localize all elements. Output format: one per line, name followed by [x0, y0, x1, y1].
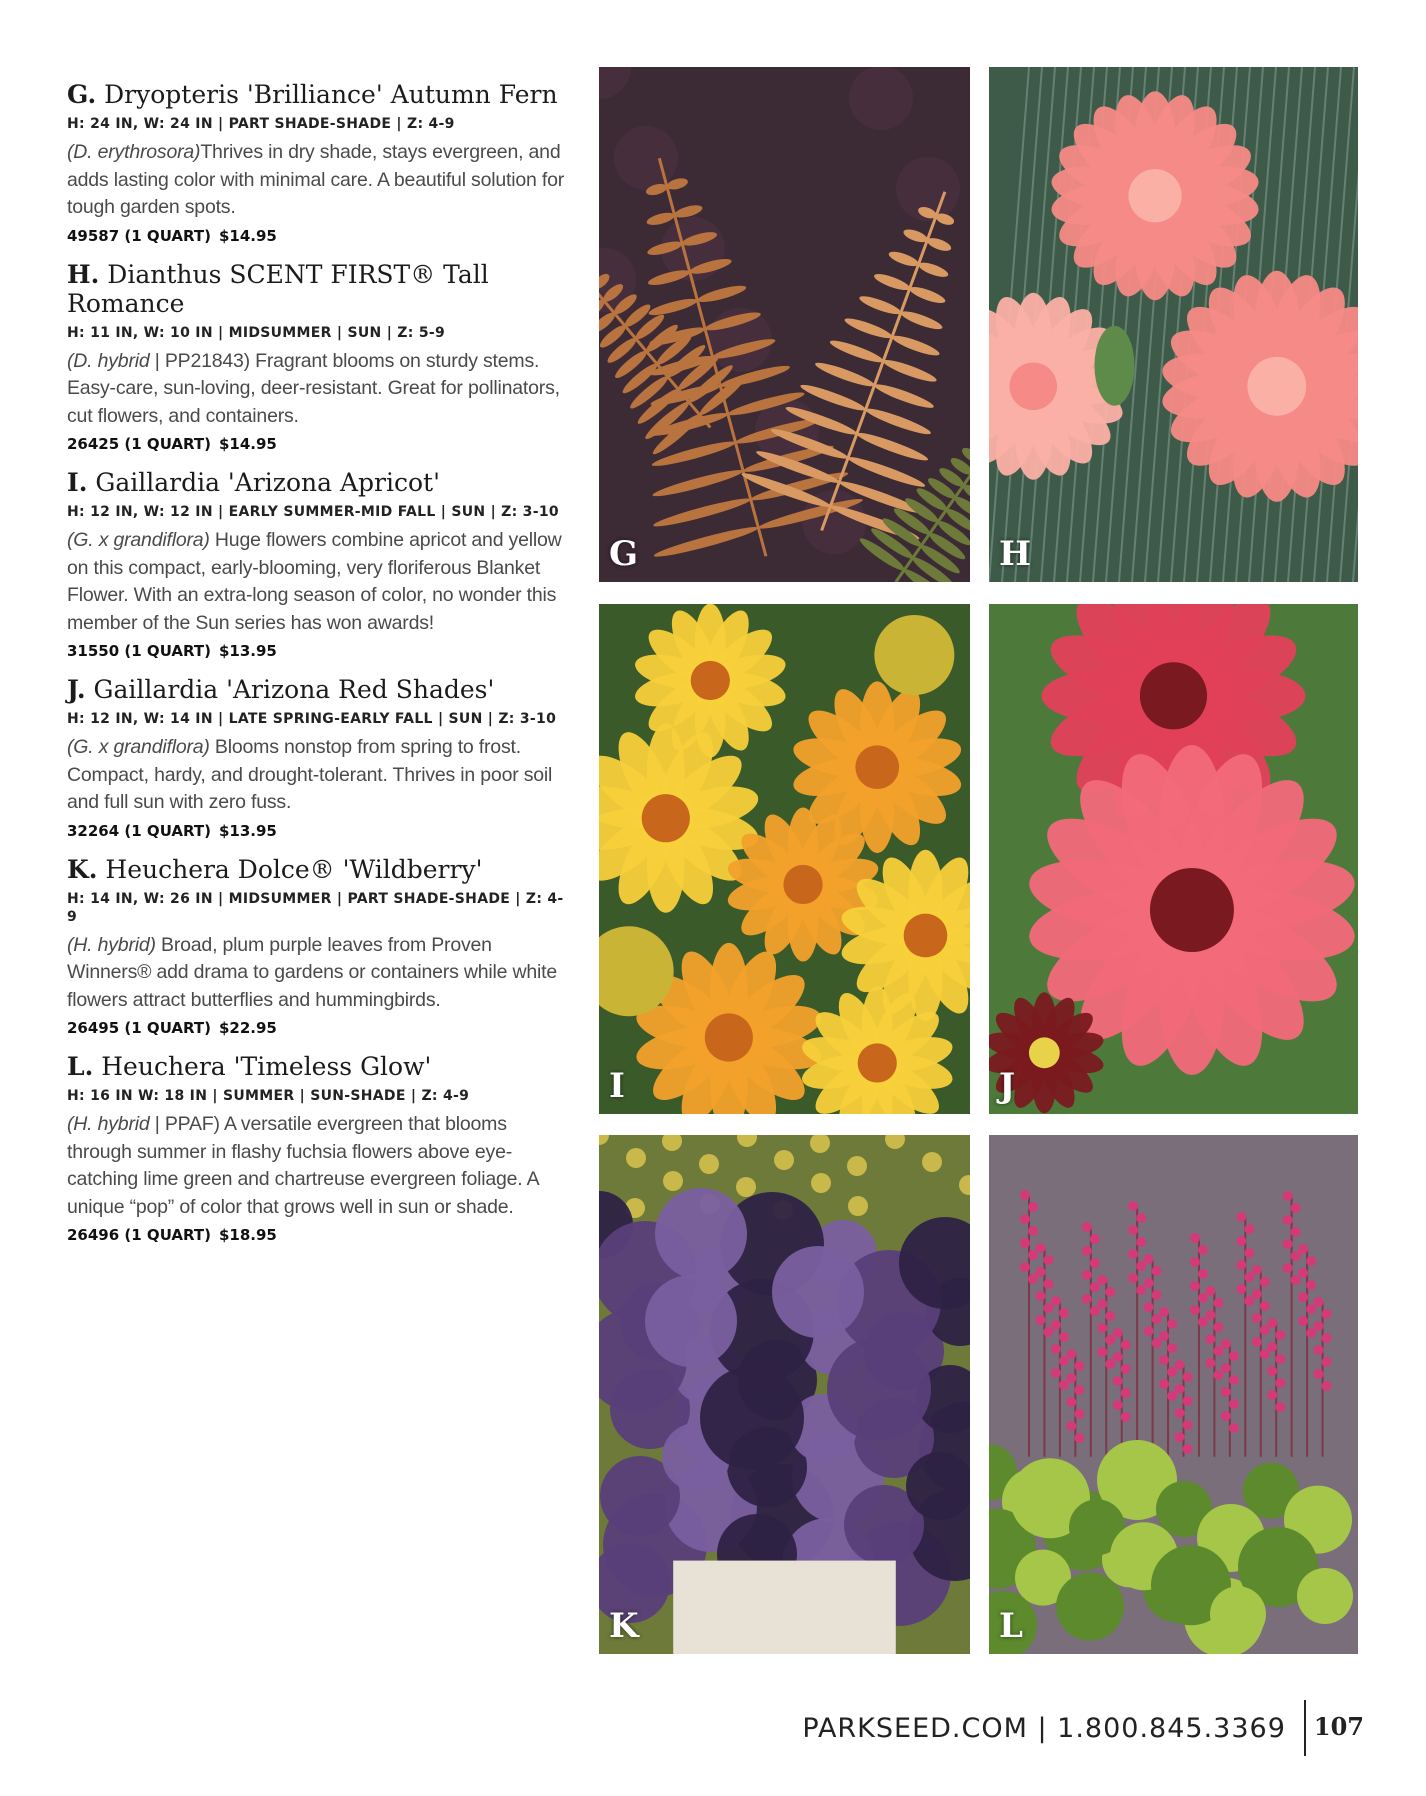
size: (1 QUART): [124, 642, 211, 660]
product-specs: H: 12 IN, W: 12 IN | EARLY SUMMER-MID FALL | SUN | Z: 3-10: [67, 504, 559, 520]
order-line: [67, 1018, 567, 1038]
price: $22.95: [218, 1019, 277, 1037]
size: (1 QUART): [124, 1226, 211, 1244]
size: (1 QUART): [124, 226, 211, 245]
product-description: [67, 1111, 567, 1221]
description-text: | PPAF) A versatile evergreen that blooms through summer in flashy fuchsia flowers above eye-catching lime green and chartreuse evergreen foliage. A unique “pop” of color that grows well in sun or shade.: [67, 1113, 539, 1218]
order-line: [67, 226, 567, 246]
product-letter: I.: [67, 468, 88, 497]
botanical-name: (D. hybrid: [67, 349, 150, 372]
footer-contact: PARKSEED.COM | 1.800.845.3369: [802, 1712, 1286, 1744]
sku: 49587: [67, 226, 120, 245]
price: $14.95: [218, 226, 277, 245]
photo-l-heuchera-timeless-glow: [989, 1135, 1358, 1654]
page-number: 107: [1313, 1712, 1364, 1741]
page-footer: [802, 1700, 1364, 1756]
photo-h-dianthus: [989, 67, 1358, 582]
product-description: [67, 527, 567, 637]
product-name: Dryopteris 'Brilliance' Autumn Fern: [104, 80, 558, 109]
product-name: Heuchera Dolce® 'Wildberry': [105, 854, 483, 884]
product-letter: J.: [67, 675, 86, 704]
botanical-name: (G. x grandiflora): [67, 529, 210, 551]
product-specs: H: 11 IN, W: 10 IN | MIDSUMMER | SUN | Z: 5-9: [67, 324, 446, 341]
sku: 26496: [67, 1226, 120, 1244]
order-line: [67, 434, 567, 454]
product-item: [67, 855, 567, 1039]
product-letter: K.: [67, 854, 98, 884]
product-name: Gaillardia 'Arizona Apricot': [95, 468, 440, 497]
photo-illustration: [989, 604, 1358, 1114]
photo-g-fern: [599, 67, 970, 582]
product-description: [67, 734, 567, 817]
size: (1 QUART): [124, 821, 211, 840]
photo-j-gaillardia-red: [989, 604, 1358, 1114]
product-item: [67, 675, 567, 841]
photo-illustration: [599, 1135, 970, 1654]
size: (1 QUART): [124, 1019, 211, 1037]
product-title: [67, 855, 567, 884]
product-description: [67, 932, 567, 1015]
botanical-name: (G. x grandiflora): [67, 736, 210, 758]
order-line: [67, 1225, 567, 1245]
price: $13.95: [218, 642, 277, 660]
photo-k-heuchera-wildberry: [599, 1135, 970, 1654]
product-name: Dianthus SCENT FIRST® Tall Romance: [67, 259, 489, 318]
photo-label: I: [609, 1066, 625, 1106]
product-description: [67, 348, 567, 431]
product-title: [67, 80, 567, 109]
product-specs: H: 24 IN, W: 24 IN | PART SHADE-SHADE | Z: 4-9: [67, 116, 455, 132]
botanical-name: (D. erythrosora): [67, 141, 201, 163]
product-letter: G.: [67, 80, 97, 109]
description-text: Blooms nonstop from spring to frost. Compact, hardy, and drought-tolerant. Thrives in poor soil and full sun with zero fuss.: [67, 736, 553, 813]
product-specs: H: 12 IN, W: 14 IN | LATE SPRING-EARLY FALL | SUN | Z: 3-10: [67, 711, 557, 727]
price: $14.95: [218, 435, 277, 453]
sku: 26425: [67, 435, 120, 453]
description-text: Huge flowers combine apricot and yellow on this compact, early-blooming, very floriferous Blanket Flower. With an extra-long season of color, no wonder this member of the Sun series has won awards!: [67, 529, 562, 634]
sku: 31550: [67, 642, 120, 660]
photo-label: K: [609, 1606, 639, 1646]
photo-illustration: [989, 1135, 1358, 1654]
description-text: Broad, plum purple leaves from Proven Winners® add drama to gardens or containers while white flowers attract butterflies and hummingbirds.: [67, 933, 558, 1011]
product-item: [67, 1052, 567, 1245]
product-title: [67, 260, 567, 318]
photo-illustration: [989, 67, 1358, 582]
botanical-name: (H. hybrid: [67, 1113, 150, 1135]
photo-i-gaillardia-apricot: [599, 604, 970, 1114]
price: $18.95: [218, 1226, 277, 1244]
product-name: Heuchera 'Timeless Glow': [101, 1052, 432, 1081]
price: $13.95: [218, 821, 277, 840]
order-line: [67, 641, 567, 661]
sku: 26495: [67, 1019, 120, 1037]
photo-label: G: [609, 534, 639, 574]
footer-divider: [1304, 1700, 1306, 1756]
product-letter: H.: [67, 259, 100, 289]
product-title: [67, 1052, 567, 1081]
description-text: | PP21843) Fragrant blooms on sturdy stems. Easy-care, sun-loving, deer-resistant. Great for pollinators, cut flowers, and containers.: [67, 349, 560, 427]
sku: 32264: [67, 821, 120, 840]
product-item: [67, 80, 567, 246]
product-list: [67, 80, 567, 1259]
product-item: [67, 468, 567, 661]
photo-illustration: [599, 604, 970, 1114]
product-title: [67, 468, 567, 497]
photo-label: J: [999, 1066, 1016, 1106]
photo-label: L: [999, 1606, 1023, 1646]
product-item: [67, 260, 567, 455]
description-text: Thrives in dry shade, stays evergreen, and adds lasting color with minimal care. A beautiful solution for tough garden spots.: [67, 141, 565, 218]
product-description: [67, 139, 567, 222]
size: (1 QUART): [124, 435, 211, 453]
photo-label: H: [999, 534, 1032, 574]
order-line: [67, 821, 567, 841]
photo-illustration: [599, 67, 970, 582]
botanical-name: (H. hybrid): [67, 933, 156, 956]
product-specs: H: 16 IN W: 18 IN | SUMMER | SUN-SHADE | Z: 4-9: [67, 1088, 470, 1104]
product-letter: L.: [67, 1052, 94, 1081]
product-title: [67, 675, 567, 704]
product-specs: H: 14 IN, W: 26 IN | MIDSUMMER | PART SHADE-SHADE | Z: 4-9: [67, 890, 564, 925]
product-name: Gaillardia 'Arizona Red Shades': [93, 675, 495, 704]
